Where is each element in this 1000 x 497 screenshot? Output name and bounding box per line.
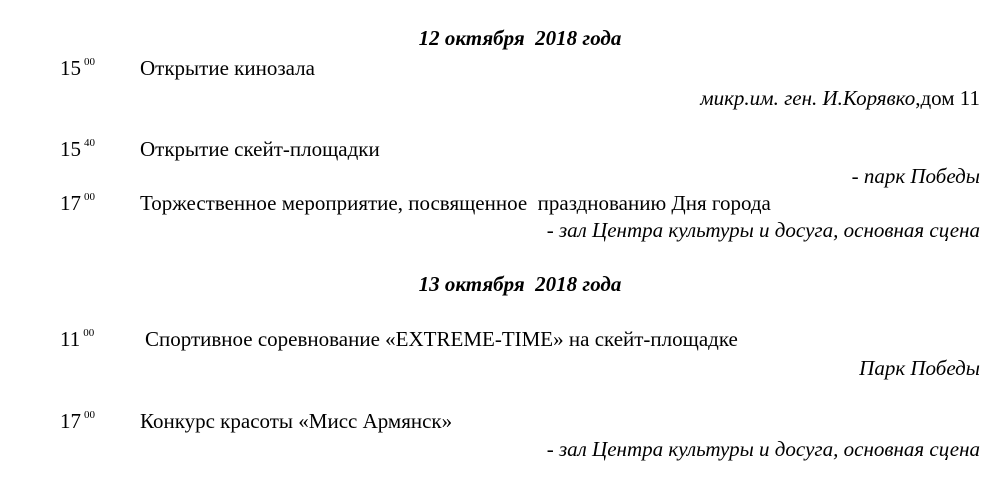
- event-time: 15 $^{40}$: [60, 137, 95, 161]
- event-place: - зал Центра культуры и досуга, основная сцена: [546, 437, 980, 461]
- event-place: Парк Победы: [859, 356, 980, 380]
- event-time: 11 $^{00}$: [60, 327, 95, 351]
- event-title: Открытие скейт-площадки: [140, 137, 380, 161]
- event-title: Торжественное мероприятие, посвященное празднованию Дня города: [140, 191, 771, 215]
- date-heading: 12 октября 2018 года: [418, 26, 622, 50]
- event-title: Конкурс красоты «Мисс Армянск»: [140, 409, 453, 433]
- date-heading: 13 октября 2018 года: [418, 272, 622, 296]
- event-place: микр.им. ген. И.Корявко,дом 11: [700, 86, 980, 110]
- event-time: 17 $^{00}$: [60, 191, 95, 215]
- event-place: - зал Центра культуры и досуга, основная сцена: [546, 218, 980, 242]
- event-time: 15 $^{00}$: [60, 56, 95, 80]
- event-place: - парк Победы: [851, 164, 980, 188]
- event-time: 17 $^{00}$: [60, 409, 95, 433]
- event-title: Спортивное соревнование «EXTREME-TIME» на скейт-площадке: [145, 327, 738, 351]
- event-title: Открытие кинозала: [140, 56, 315, 80]
